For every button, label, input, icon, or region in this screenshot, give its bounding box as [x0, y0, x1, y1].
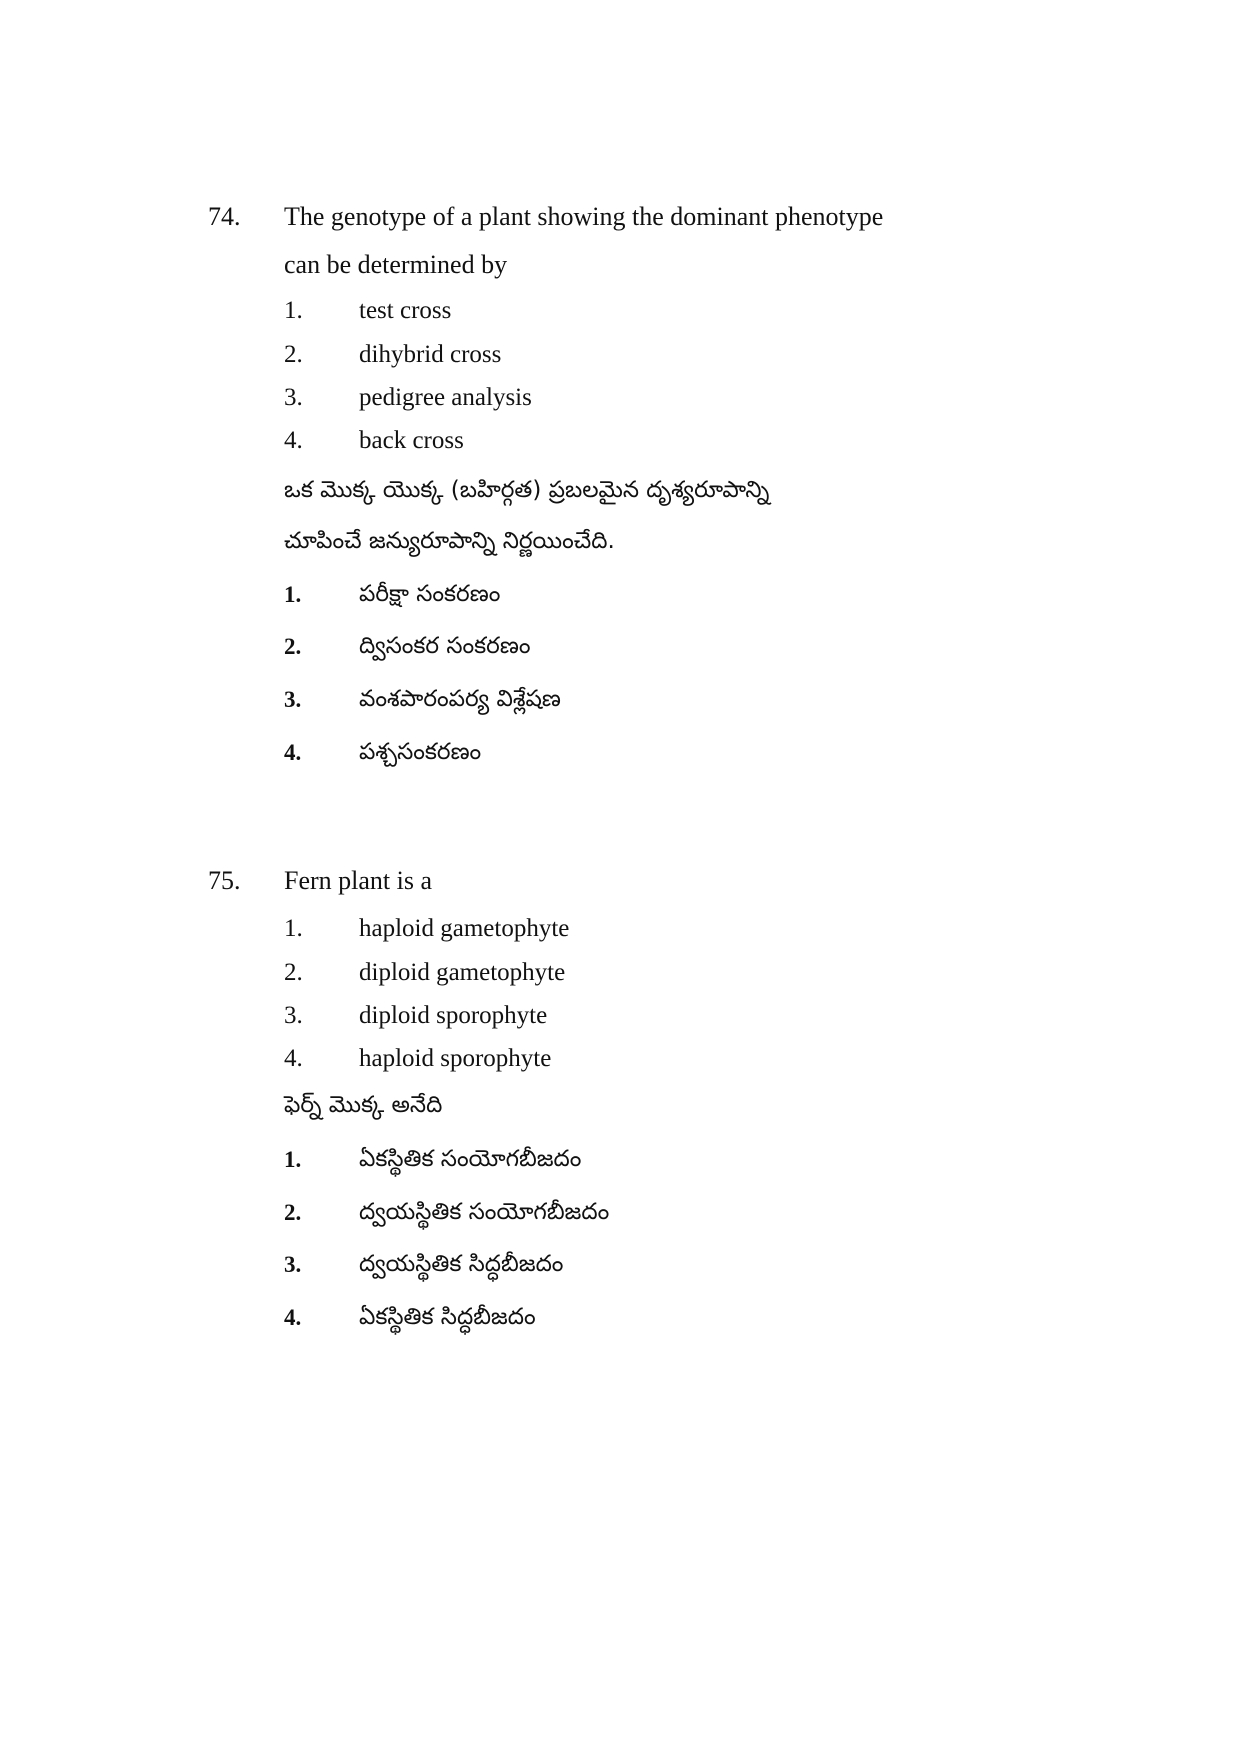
question-stem-line: The genotype of a plant showing the dominant phenotype: [284, 202, 884, 231]
telugu-option-text: వంశపారంపర్య విశ్లేషణ: [359, 686, 561, 712]
option-text: back cross: [359, 427, 464, 454]
option-text: diploid gametophyte: [359, 959, 566, 986]
telugu-option-text: ద్వయస్థితిక సిద్ధబీజదం: [359, 1251, 564, 1277]
telugu-option-number: 2.: [284, 1200, 302, 1225]
telugu-option-number: 4.: [284, 740, 302, 765]
option-text: dihybrid cross: [359, 341, 502, 368]
telugu-option-number: 2.: [284, 634, 302, 659]
telugu-option-number: 4.: [284, 1305, 302, 1330]
telugu-stem-line: ఒక మొక్క యొక్క (బహిర్గత) ప్రబలమైన దృశ్యరూపాన్ని: [284, 477, 770, 503]
telugu-stem-line: ఫెర్న్ మొక్క అనేది: [284, 1092, 443, 1118]
option-number: 1.: [284, 915, 303, 942]
telugu-option-number: 1.: [284, 1147, 302, 1172]
telugu-option-text: పరీక్షా సంకరణం: [359, 581, 501, 607]
option-number: 3.: [284, 384, 303, 411]
question-stem-line: can be determined by: [284, 250, 508, 279]
option-number: 1.: [284, 297, 303, 324]
option-text: haploid gametophyte: [359, 915, 570, 942]
option-number: 4.: [284, 1045, 303, 1072]
telugu-option-number: 1.: [284, 582, 302, 607]
option-number: 3.: [284, 1002, 303, 1029]
option-number: 4.: [284, 427, 303, 454]
option-number: 2.: [284, 959, 303, 986]
option-text: haploid sporophyte: [359, 1045, 552, 1072]
telugu-option-text: ద్విసంకర సంకరణం: [359, 633, 531, 659]
question-number: 75.: [208, 866, 241, 895]
option-text: test cross: [359, 297, 452, 324]
option-number: 2.: [284, 341, 303, 368]
telugu-stem-line: చూపించే జన్యురూపాన్ని నిర్ణయించేది.: [284, 528, 615, 554]
telugu-option-text: ఏకస్థితిక సిద్ధబీజదం: [359, 1304, 536, 1330]
option-text: pedigree analysis: [359, 384, 532, 411]
telugu-option-text: ద్వయస్థితిక సంయోగబీజదం: [359, 1199, 610, 1225]
telugu-option-number: 3.: [284, 687, 302, 712]
telugu-option-text: పశ్చసంకరణం: [359, 739, 482, 765]
option-text: diploid sporophyte: [359, 1002, 548, 1029]
telugu-option-number: 3.: [284, 1252, 302, 1277]
question-number: 74.: [208, 202, 241, 231]
telugu-option-text: ఏకస్థితిక సంయోగబీజదం: [359, 1146, 582, 1172]
question-stem-line: Fern plant is a: [284, 866, 433, 895]
